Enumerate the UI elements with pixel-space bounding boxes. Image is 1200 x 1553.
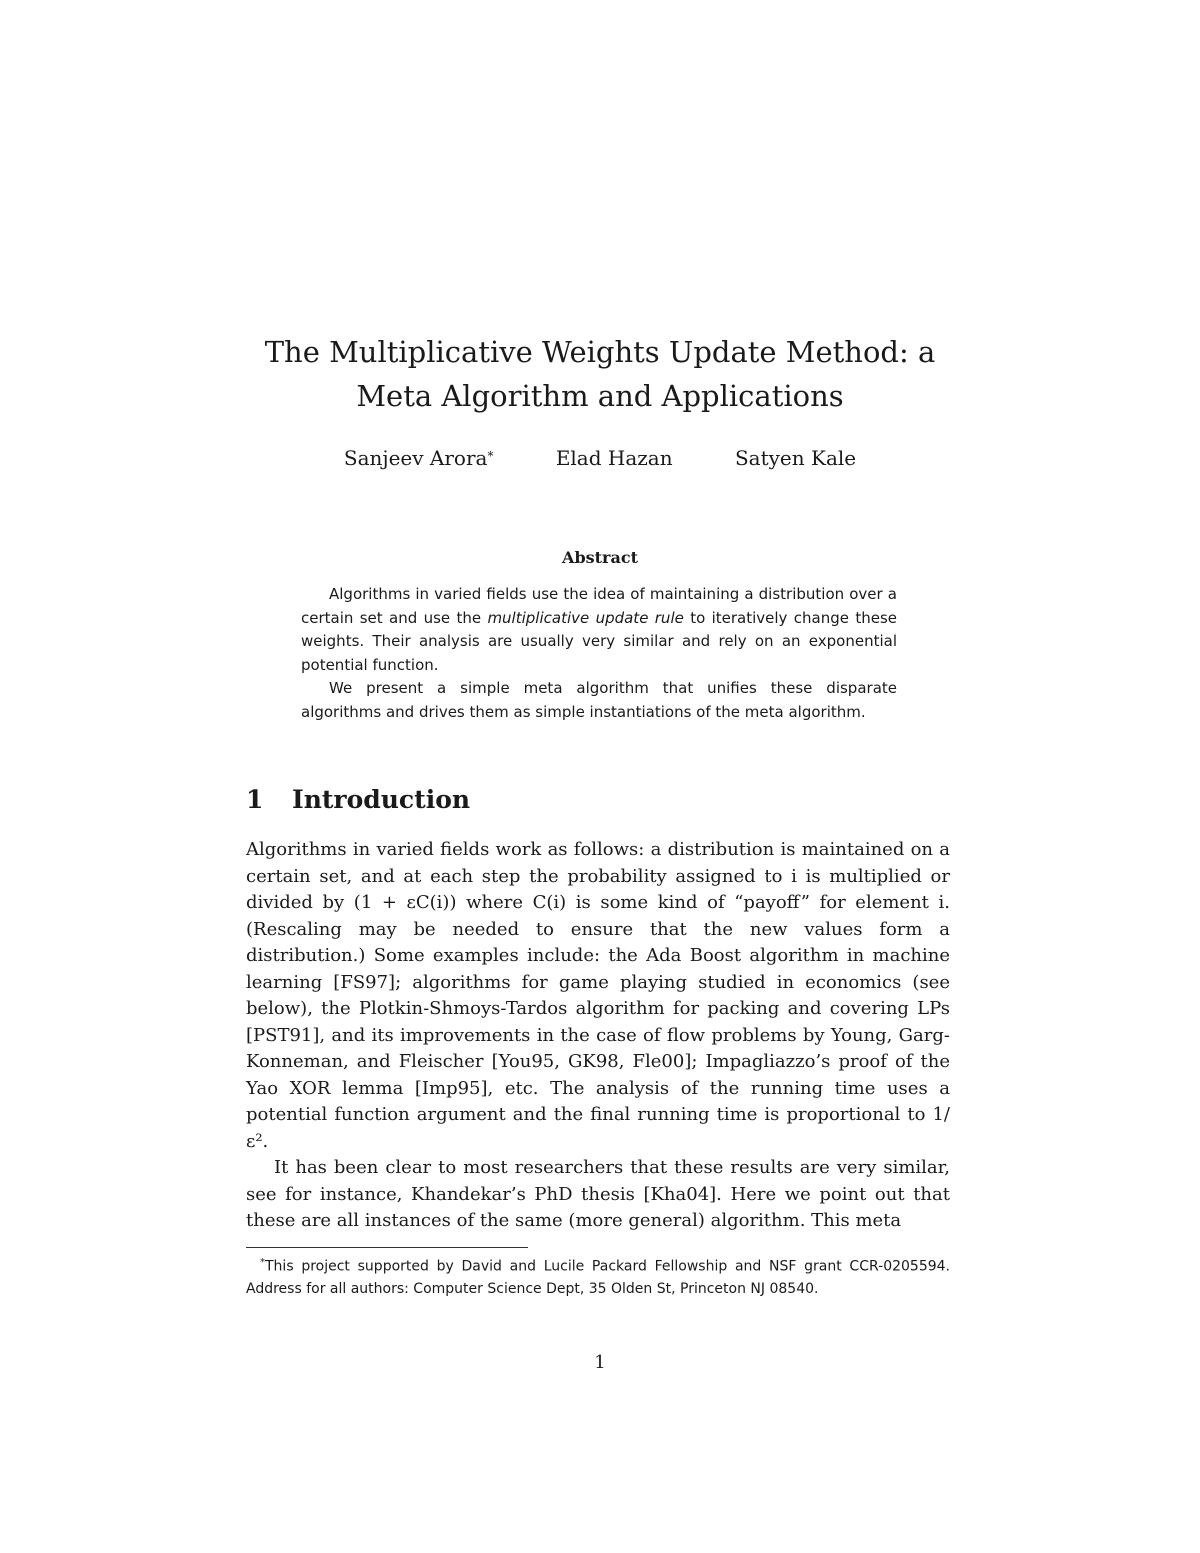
footnote-text: This project supported by David and Lucile Packard Fellowship and NSF grant CCR-0205594. Address for all authors: Computer Science Dept, 35 Olden St, Princeton NJ 08540. — [246, 1258, 950, 1297]
page-number: 1 — [594, 1352, 606, 1373]
author-name: Sanjeev Arora — [343, 446, 488, 470]
footnote-mark: * — [260, 1257, 265, 1268]
body-paragraph: It has been clear to most researchers that these results are very similar, see for instance, Khandekar’s PhD thesis [Kha04]. Here we point out that these are all instances of the same (more general) algorithm. This meta — [246, 1157, 950, 1231]
author-footnote-mark: * — [487, 449, 494, 463]
abstract-text: to iteratively change these weights. Their analysis are usually very similar and rely on an exponential potential function. — [301, 608, 897, 674]
author — [344, 444, 494, 472]
abstract-text: Algorithms in varied fields use the idea of maintaining a distribution over a certain set and use the — [301, 585, 897, 627]
section-heading — [246, 782, 470, 818]
author-name: Elad Hazan — [555, 446, 673, 470]
author — [556, 444, 673, 472]
abstract — [301, 583, 897, 724]
section-title: Introduction — [292, 785, 471, 814]
section-body — [246, 837, 950, 1235]
title-line-2: Meta Algorithm and Applications — [356, 379, 844, 413]
author-list — [0, 444, 1200, 472]
abstract-emphasis: multiplicative update rule — [487, 608, 684, 627]
footnote-divider — [246, 1247, 528, 1248]
abstract-paragraph: We present a simple meta algorithm that unifies these disparate algorithms and drives them as simple instantiations of the meta algorithm. — [301, 679, 897, 721]
footnote — [246, 1252, 950, 1300]
body-paragraph: Algorithms in varied fields work as follows: a distribution is maintained on a certain set, and at each step the probability assigned to i is multiplied or divided by (1 + εC(i)) where C(i) is some kind of “payoff” for element i. (Rescaling may be needed to ensure that the new values form a distribution.) Some examples include: the Ada Boost algorithm in machine learning [FS97]; algorithms for game playing studied in economics (see below), the Plotkin-Shmoys-Tardos algorithm for packing and covering LPs [PST91], and its improvements in the case of flow problems by Young, Garg-Konneman, and Fleischer [You95, GK98, Fle00]; Impagliazzo’s proof of the Yao XOR lemma [Imp95], etc. The analysis of the running time uses a potential function argument and the final running time is proportional to 1/ε². — [246, 839, 950, 1152]
paper-title — [200, 330, 1000, 418]
abstract-heading: Abstract — [562, 548, 638, 567]
title-line-1: The Multiplicative Weights Update Method: a — [264, 335, 936, 369]
author — [735, 444, 856, 472]
section-number: 1 — [246, 785, 264, 814]
author-name: Satyen Kale — [734, 446, 857, 470]
abstract-paragraph — [301, 583, 897, 677]
